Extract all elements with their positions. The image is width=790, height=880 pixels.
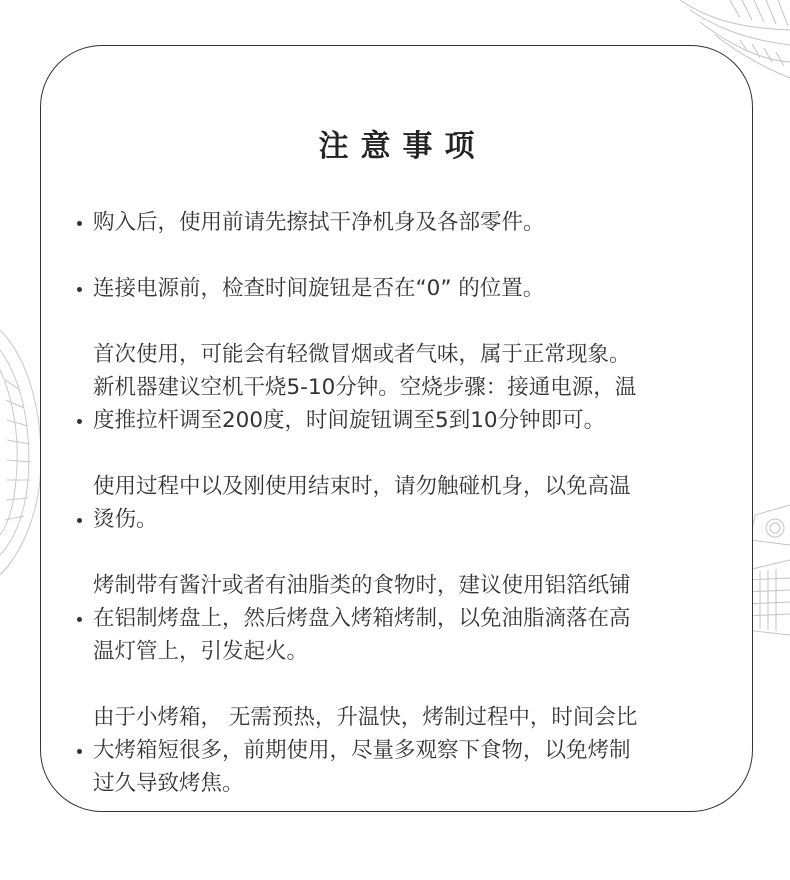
note-text-line: 大烤箱短很多，前期使用，尽量多观察下食物，以免烤制: [93, 738, 631, 763]
note-text-line: 过久导致烤焦。: [93, 771, 244, 796]
note-text-line: 在铝制烤盘上，然后烤盘入烤箱烤制，以免油脂滴落在高: [93, 606, 631, 631]
note-text-line: 度推拉杆调至200度，时间旋钮调至5到10分钟即可。: [93, 408, 606, 433]
bullet-dot-icon: [77, 287, 82, 292]
bullet-dot-icon: [77, 221, 82, 226]
note-text-line: 首次使用，可能会有轻微冒烟或者气味，属于正常现象。: [93, 342, 631, 367]
note-text-line: 由于小烤箱， 无需预热，升温快，烤制过程中，时间会比: [93, 705, 638, 730]
note-item: [75, 338, 725, 437]
note-text-line: 烤制带有酱汁或者有油脂类的食物时，建议使用铝箔纸铺: [93, 573, 631, 598]
note-text-line: 新机器建议空机干烧5-10分钟。空烧步骤：接通电源，温: [93, 375, 637, 400]
note-item: [75, 272, 725, 305]
notes-list: [75, 206, 725, 833]
note-item: [75, 569, 725, 668]
note-item: [75, 206, 725, 239]
note-text-line: 温灯管上，引发起火。: [93, 639, 309, 664]
page-title: 注意事项: [318, 129, 487, 164]
note-item: [75, 701, 725, 800]
note-text-line: 购入后，使用前请先擦拭干净机身及各部零件。: [93, 210, 545, 235]
note-text-line: 连接电源前，检查时间旋钮是否在“0” 的位置。: [93, 276, 545, 301]
notice-card: [40, 45, 753, 812]
note-item: [75, 470, 725, 536]
bullet-dot-icon: [77, 749, 82, 754]
note-text-line: 使用过程中以及刚使用结束时，请勿触碰机身，以免高温: [93, 474, 631, 499]
note-text-line: 烫伤。: [93, 507, 158, 532]
bullet-dot-icon: [77, 518, 82, 523]
bullet-dot-icon: [77, 617, 82, 622]
bullet-dot-icon: [77, 419, 82, 424]
